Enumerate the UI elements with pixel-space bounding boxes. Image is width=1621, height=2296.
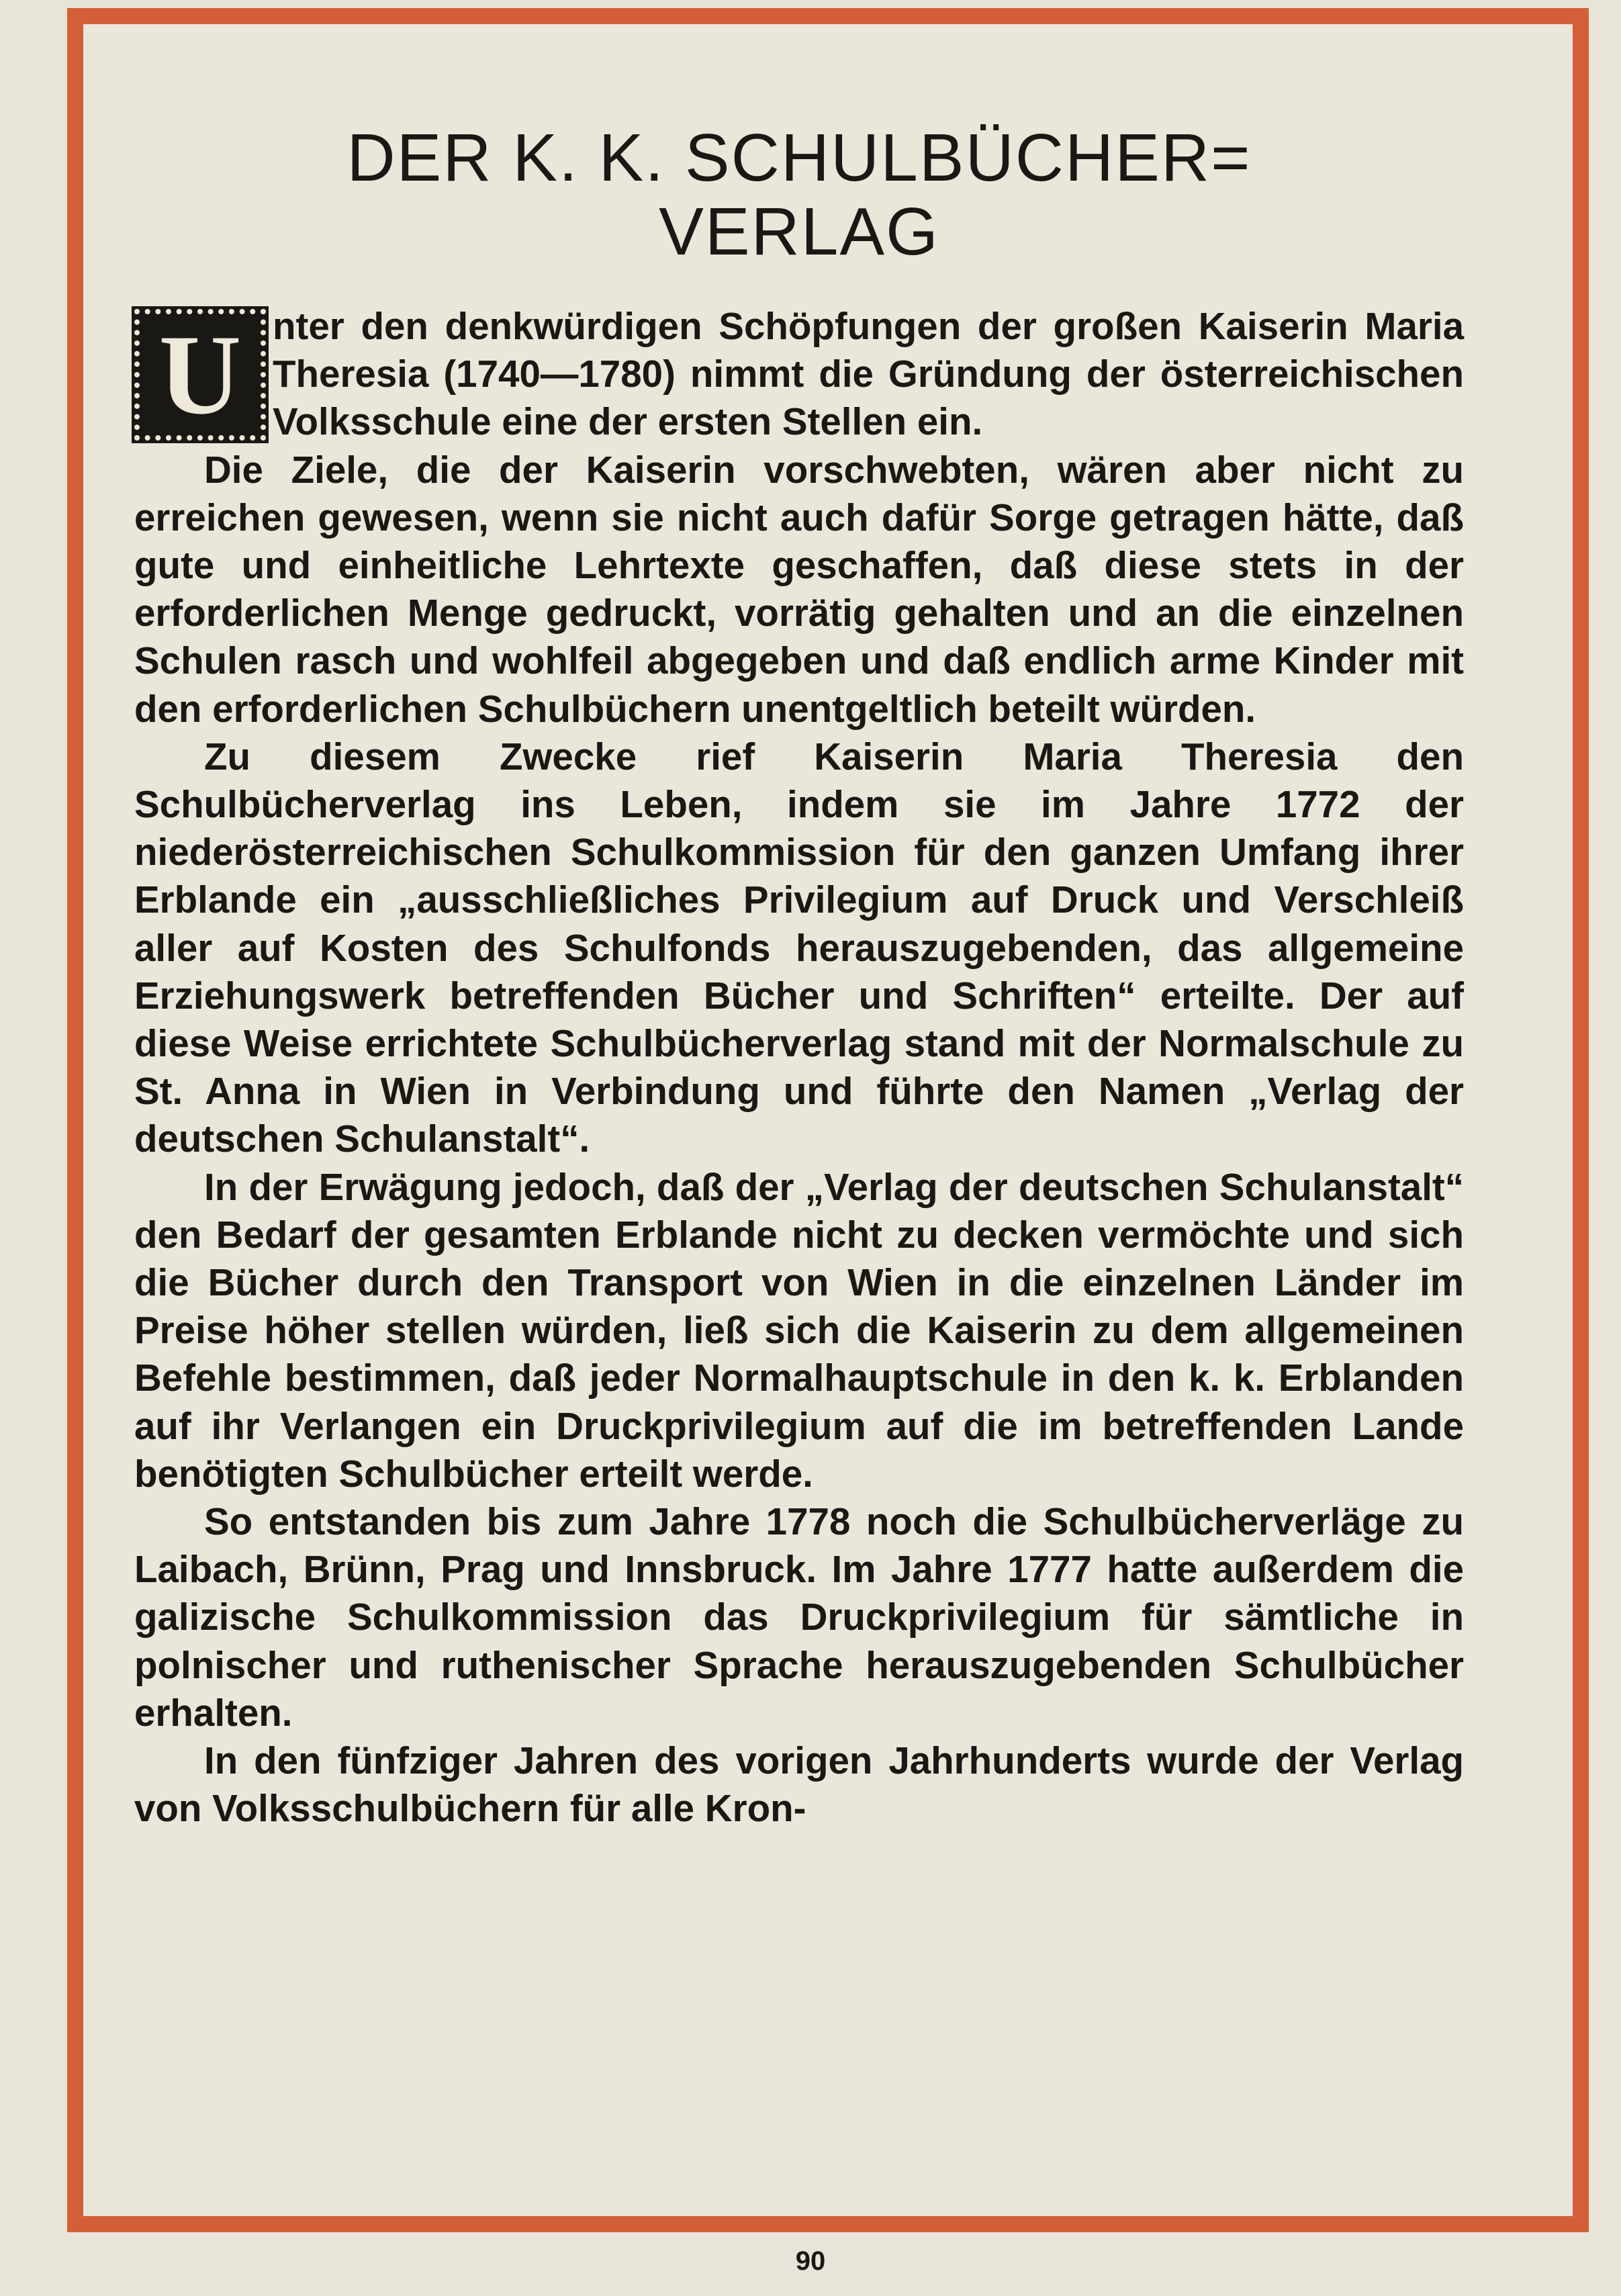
paragraph-2: Die Ziele, die der Kaiserin vorschwebten, wären aber nicht zu erreichen gewesen, wenn sie nicht auch dafür Sorge getragen hätte, daß gute und einheitliche Lehrtexte geschaffen, daß diese stets in der erforderlichen Menge gedruckt, vorrätig gehalten und an die einzelnen Schulen rasch und wohlfeil abgegeben und daß endlich arme Kinder mit den erforderlichen Schulbüchern unentgeltlich beteilt würden. [134, 448, 1464, 730]
paragraph-1-text: nter den denkwürdigen Schöpfungen der großen Kaiserin Maria Theresia (1740—1780) nimmt die Gründung der österreichischen Volksschule eine der ersten Stellen ein. [273, 305, 1464, 443]
title-line-1: DER K. K. SCHULBÜCHER= [346, 120, 1252, 195]
page-content [134, 121, 1464, 1833]
paragraph-6: In den fünfziger Jahren des vorigen Jahrhunderts wurde der Verlag von Volksschulbüchern für alle Kron- [134, 1739, 1464, 1830]
title-line-2: VERLAG [659, 194, 939, 269]
page-title [134, 121, 1464, 269]
paragraph-3: Zu diesem Zwecke rief Kaiserin Maria Theresia den Schulbücherverlag ins Leben, indem sie im Jahre 1772 der niederösterreichischen Schulkommission für den ganzen Umfang ihrer Erblande ein „ausschließliches Privilegium auf Druck und Verschleiß aller auf Kosten des Schulfonds herauszugebenden, das allgemeine Erziehungswerk betreffenden Bücher und Schriften“ erteilte. Der auf diese Weise errichtete Schulbücherverlag stand mit der Normalschule zu St. Anna in Wien in Verbindung und führte den Namen „Verlag der deutschen Schulanstalt“. [134, 735, 1464, 1160]
page-number: 90 [795, 2246, 826, 2276]
paragraph-4: In der Erwägung jedoch, daß der „Verlag der deutschen Schulanstalt“ den Bedarf der gesamten Erblande nicht zu decken vermöchte und sich die Bücher durch den Transport von Wien in die einzelnen Länder im Preise höher stellen würden, ließ sich die Kaiserin zu dem allgemeinen Befehle bestimmen, daß jeder Normalhauptschule in den k. k. Erblanden auf ihr Verlangen ein Druckprivilegium auf die im betreffenden Lande benötigten Schulbücher erteilt werde. [134, 1165, 1464, 1495]
paragraph-1 [134, 302, 1464, 446]
paragraph-5: So entstanden bis zum Jahre 1778 noch die Schulbücherverläge zu Laibach, Brünn, Prag und Innsbruck. Im Jahre 1777 hatte außerdem die galizische Schulkommission das Druckprivilegium für sämtliche in polnischer und ruthenischer Sprache herauszugebenden Schulbücher erhalten. [134, 1500, 1464, 1734]
drop-cap: U [134, 309, 266, 441]
